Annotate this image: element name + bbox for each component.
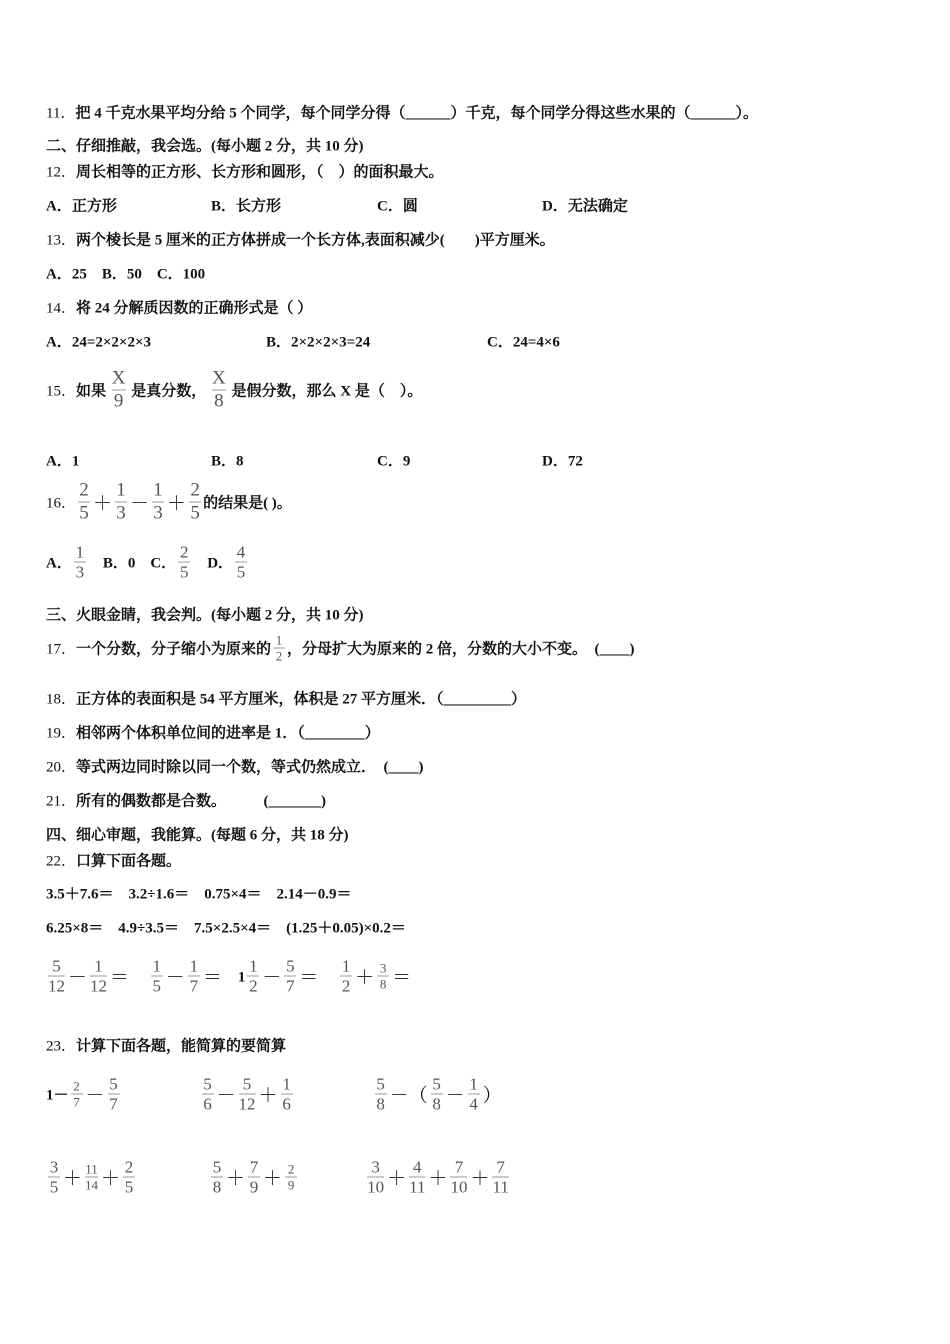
numerator: 1 bbox=[75, 542, 85, 562]
math-operator: ＝ bbox=[110, 967, 130, 989]
numerator: 3 bbox=[379, 960, 387, 976]
question-23-row-2 bbox=[46, 1158, 511, 1197]
text: 6.25×8＝ 4.9÷3.5＝ 7.5×2.5×4＝ (1.25＋0.05)×0.2＝ bbox=[46, 920, 406, 937]
numerator: 5 bbox=[376, 1074, 385, 1094]
math-operator: ＋ bbox=[258, 1085, 278, 1107]
fraction bbox=[152, 480, 164, 525]
answer-option: C．圆 bbox=[377, 198, 418, 215]
question-17 bbox=[46, 633, 635, 664]
fraction bbox=[48, 957, 65, 996]
text: 1－ bbox=[46, 1087, 69, 1104]
denominator: 7 bbox=[286, 976, 295, 996]
question-15-options bbox=[46, 450, 583, 471]
answer-option: B．长方形 bbox=[211, 198, 282, 215]
text: 正方体的表面积是 54 平方厘米，体积是 27 平方厘米．（_________） bbox=[76, 691, 527, 708]
numerator: 5 bbox=[242, 1074, 252, 1094]
math-operator: ＋ bbox=[263, 1168, 283, 1190]
denominator: 4 bbox=[469, 1094, 478, 1114]
text: 1 bbox=[222, 969, 246, 986]
answer-option: B．2×2×2×3=24 bbox=[266, 334, 371, 351]
question-number: 15． bbox=[46, 383, 77, 400]
question-20 bbox=[46, 756, 424, 777]
question-number: 11． bbox=[46, 105, 76, 122]
math-operator: ＋ bbox=[226, 1168, 246, 1190]
math-operator: ＝ bbox=[202, 967, 222, 989]
fraction bbox=[375, 1075, 387, 1114]
fraction bbox=[285, 1162, 297, 1193]
numerator: 7 bbox=[249, 1157, 259, 1177]
question-18 bbox=[46, 688, 526, 709]
math-operator: ＋ bbox=[101, 1168, 121, 1190]
denominator: 12 bbox=[48, 976, 65, 996]
question-15 bbox=[46, 368, 422, 413]
fraction bbox=[211, 1158, 223, 1197]
denominator: 10 bbox=[367, 1177, 385, 1197]
text: 二、仔细推敲，我会选。(每小题 2 分，共 10 分) bbox=[46, 138, 364, 155]
math-operator: ＋ bbox=[428, 1168, 448, 1190]
question-22-row-3 bbox=[46, 957, 412, 996]
numerator: 5 bbox=[286, 956, 295, 976]
math-operator: ＋ bbox=[63, 1168, 83, 1190]
math-operator: ＋ bbox=[470, 1168, 490, 1190]
math-operator: ＝ bbox=[392, 967, 412, 989]
text: 所有的偶数都是合数。 (_______) bbox=[76, 793, 327, 810]
math-operator: － bbox=[68, 967, 88, 989]
denominator: 2 bbox=[249, 976, 258, 996]
question-23-row-1 bbox=[46, 1075, 503, 1114]
text: D． bbox=[192, 555, 234, 572]
denominator: 5 bbox=[124, 1177, 134, 1197]
question-13-options bbox=[46, 263, 205, 284]
denominator: 9 bbox=[287, 1177, 295, 1193]
fraction bbox=[85, 1162, 98, 1193]
numerator: 3 bbox=[49, 1157, 59, 1177]
denominator: 8 bbox=[376, 1094, 385, 1114]
question-12 bbox=[46, 161, 444, 182]
question-14 bbox=[46, 297, 312, 318]
answer-option: D．无法确定 bbox=[542, 198, 628, 215]
fraction bbox=[178, 543, 190, 582]
question-23 bbox=[46, 1035, 286, 1056]
fraction bbox=[273, 633, 285, 664]
denominator: 3 bbox=[153, 502, 163, 524]
denominator: 8 bbox=[212, 1177, 222, 1197]
numerator: 1 bbox=[153, 479, 163, 501]
numerator: 2 bbox=[79, 479, 89, 501]
math-operator: －（ bbox=[389, 1085, 428, 1107]
text: 三、火眼金睛，我会判。(每小题 2 分，共 10 分) bbox=[46, 607, 364, 624]
numerator: 2 bbox=[190, 479, 200, 501]
denominator: 12 bbox=[238, 1094, 256, 1114]
numerator: 2 bbox=[73, 1078, 80, 1094]
denominator: 8 bbox=[379, 976, 387, 992]
text: 将 24 分解质因数的正确形式是（ ） bbox=[76, 300, 313, 317]
math-operator: － bbox=[262, 967, 282, 989]
numerator: 11 bbox=[85, 1161, 98, 1177]
fraction bbox=[78, 480, 90, 525]
denominator: 11 bbox=[492, 1177, 509, 1197]
question-number: 16． bbox=[46, 495, 77, 512]
fraction bbox=[115, 480, 127, 525]
fraction bbox=[212, 368, 226, 413]
fraction bbox=[409, 1158, 425, 1197]
fraction bbox=[188, 957, 200, 996]
denominator: 8 bbox=[432, 1094, 441, 1114]
math-operator: － bbox=[165, 967, 185, 989]
fraction bbox=[71, 1079, 83, 1110]
fraction bbox=[123, 1158, 135, 1197]
text: 一个分数，分子缩小为原来的 bbox=[76, 641, 272, 658]
question-14-options bbox=[46, 331, 560, 352]
denominator: 10 bbox=[450, 1177, 468, 1197]
denominator: 6 bbox=[203, 1094, 212, 1114]
denominator: 14 bbox=[85, 1177, 99, 1193]
answer-option: A．25 B．50 C．100 bbox=[46, 266, 206, 283]
math-operator: ＋ bbox=[93, 493, 113, 515]
fraction bbox=[112, 368, 126, 413]
answer-option: A．正方形 bbox=[46, 198, 117, 215]
question-12-options bbox=[46, 195, 628, 216]
math-operator: － bbox=[130, 493, 150, 515]
text bbox=[130, 966, 149, 987]
denominator: 11 bbox=[409, 1177, 426, 1197]
question-number: 22． bbox=[46, 853, 77, 870]
math-operator: － bbox=[445, 1085, 465, 1107]
fraction bbox=[108, 1075, 120, 1114]
fraction bbox=[284, 957, 296, 996]
denominator: 7 bbox=[189, 976, 199, 996]
question-number: 20． bbox=[46, 759, 77, 776]
fraction bbox=[247, 957, 259, 996]
denominator: 8 bbox=[214, 390, 224, 412]
numerator: 2 bbox=[179, 542, 189, 562]
numerator: 1 bbox=[249, 956, 258, 976]
text: 等式两边同时除以同一个数，等式仍然成立． (____) bbox=[76, 759, 424, 776]
fraction bbox=[48, 1158, 60, 1197]
text: 把 4 千克水果平均分给 5 个同学，每个同学分得（______）千克，每个同学分得这些水果的（______）。 bbox=[75, 105, 758, 122]
answer-option: C．24=4×6 bbox=[487, 334, 560, 351]
fraction bbox=[340, 957, 352, 996]
fraction bbox=[248, 1158, 260, 1197]
denominator: 12 bbox=[90, 976, 108, 996]
numerator: 2 bbox=[124, 1157, 134, 1177]
fraction bbox=[90, 957, 107, 996]
numerator: 5 bbox=[212, 1157, 222, 1177]
fraction bbox=[202, 1075, 214, 1114]
text bbox=[319, 966, 338, 987]
numerator: 1 bbox=[94, 956, 103, 976]
numerator: 5 bbox=[109, 1074, 118, 1094]
question-number: 18． bbox=[46, 691, 77, 708]
question-number: 23． bbox=[46, 1038, 77, 1055]
denominator: 5 bbox=[190, 502, 200, 524]
denominator: 7 bbox=[109, 1094, 118, 1114]
denominator: 9 bbox=[249, 1177, 259, 1197]
section-4-heading bbox=[46, 824, 349, 845]
denominator: 5 bbox=[179, 562, 189, 582]
fraction bbox=[239, 1075, 256, 1114]
question-22-row-2 bbox=[46, 917, 406, 938]
denominator: 3 bbox=[116, 502, 126, 524]
numerator: 4 bbox=[413, 1157, 422, 1177]
text: 周长相等的正方形、长方形和圆形，（ ）的面积最大。 bbox=[76, 164, 444, 181]
fraction bbox=[151, 957, 163, 996]
question-number: 14． bbox=[46, 300, 77, 317]
text: 的结果是( )。 bbox=[203, 495, 292, 512]
numerator: 7 bbox=[496, 1157, 505, 1177]
numerator: 1 bbox=[282, 1074, 291, 1094]
numerator: 1 bbox=[152, 956, 162, 976]
denominator: 2 bbox=[341, 976, 351, 996]
numerator: 5 bbox=[52, 956, 61, 976]
section-2-heading bbox=[46, 135, 364, 156]
question-11 bbox=[46, 102, 758, 123]
numerator: 7 bbox=[454, 1157, 464, 1177]
question-19 bbox=[46, 722, 380, 743]
numerator: 2 bbox=[287, 1161, 295, 1177]
fraction bbox=[431, 1075, 443, 1114]
numerator: 5 bbox=[432, 1074, 441, 1094]
fraction bbox=[235, 543, 247, 582]
text: 3.5＋7.6＝ 3.2÷1.6＝ 0.75×4＝ 2.14－0.9＝ bbox=[46, 886, 352, 903]
text: 口算下面各题。 bbox=[76, 853, 182, 870]
fraction bbox=[189, 480, 201, 525]
answer-option: D．72 bbox=[542, 453, 583, 470]
numerator: 4 bbox=[236, 542, 246, 562]
question-number: 12． bbox=[46, 164, 77, 181]
numerator: X bbox=[111, 367, 126, 389]
question-21 bbox=[46, 790, 326, 811]
numerator: 1 bbox=[275, 632, 283, 648]
text: ，分母扩大为原来的 2 倍，分数的大小不变。 (____) bbox=[287, 641, 635, 658]
fraction bbox=[450, 1158, 467, 1197]
numerator: 1 bbox=[469, 1074, 478, 1094]
question-number: 13． bbox=[46, 232, 77, 249]
answer-option: A．24=2×2×2×3 bbox=[46, 334, 152, 351]
text: 如果 bbox=[76, 383, 110, 400]
text: A． bbox=[46, 555, 72, 572]
text: 相邻两个体积单位间的进率是 1．（________） bbox=[76, 725, 380, 742]
question-number: 19． bbox=[46, 725, 77, 742]
question-16-options bbox=[46, 543, 249, 582]
numerator: 3 bbox=[371, 1157, 380, 1177]
math-operator: ＋ bbox=[355, 967, 375, 989]
numerator: X bbox=[212, 367, 226, 389]
question-number: 21． bbox=[46, 793, 77, 810]
denominator: 6 bbox=[282, 1094, 291, 1114]
numerator: 1 bbox=[116, 479, 126, 501]
denominator: 2 bbox=[275, 648, 283, 664]
text: 是真分数， bbox=[127, 383, 211, 400]
denominator: 5 bbox=[152, 976, 162, 996]
numerator: 1 bbox=[341, 956, 351, 976]
math-operator: ＝ bbox=[299, 967, 319, 989]
fraction bbox=[281, 1075, 293, 1114]
answer-option: B．8 bbox=[211, 453, 244, 470]
text: B．0 C． bbox=[87, 555, 177, 572]
text: 四、细心审题，我能算。(每题 6 分，共 18 分) bbox=[46, 827, 349, 844]
numerator: 5 bbox=[203, 1074, 212, 1094]
math-operator: ＋ bbox=[167, 493, 187, 515]
math-operator: ） bbox=[482, 1085, 502, 1107]
fraction bbox=[492, 1158, 508, 1197]
denominator: 5 bbox=[79, 502, 89, 524]
text: 计算下面各题，能简算的要简算 bbox=[76, 1038, 287, 1055]
question-number: 17． bbox=[46, 641, 77, 658]
question-22-row-1 bbox=[46, 883, 352, 904]
answer-option: C．9 bbox=[377, 453, 411, 470]
math-operator: ＋ bbox=[387, 1168, 407, 1190]
denominator: 5 bbox=[49, 1177, 59, 1197]
fraction bbox=[367, 1158, 384, 1197]
denominator: 7 bbox=[73, 1094, 80, 1110]
question-22 bbox=[46, 850, 181, 871]
denominator: 5 bbox=[236, 562, 246, 582]
text: 两个棱长是 5 厘米的正方体拼成一个长方体,表面积减少( )平方厘米。 bbox=[76, 232, 555, 249]
question-16 bbox=[46, 480, 292, 525]
math-operator: － bbox=[216, 1085, 236, 1107]
fraction bbox=[377, 961, 389, 992]
fraction bbox=[468, 1075, 480, 1114]
numerator: 1 bbox=[189, 956, 199, 976]
section-3-heading bbox=[46, 604, 364, 625]
denominator: 3 bbox=[75, 562, 85, 582]
question-13 bbox=[46, 229, 555, 250]
denominator: 9 bbox=[113, 390, 124, 412]
answer-option: A．1 bbox=[46, 453, 80, 470]
math-operator: － bbox=[85, 1085, 105, 1107]
fraction bbox=[74, 543, 86, 582]
text: 是假分数，那么 X 是（ ）。 bbox=[227, 383, 423, 400]
